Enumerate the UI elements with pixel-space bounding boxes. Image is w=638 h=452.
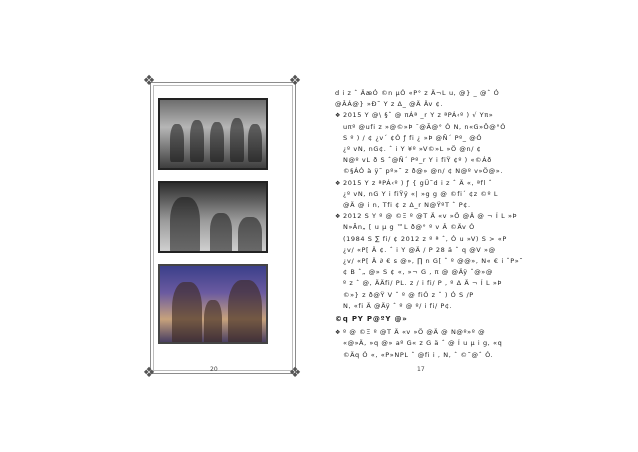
page-number: 17 [417,366,425,373]
text-line: ©»} z ð@Ÿ V ˆ º @ fiÓ z ˆ ) Ó S /P [343,290,474,299]
corner-ornament-icon: ❖ [288,73,302,89]
text-line: (1984 S ∑ fi/ ¢ 2012 z º ª ˆ, Ó u »V) S > «P [343,234,507,243]
text-line: @ÂÁ@} »Ð˜ Y z Δ_ @Ä Äv ¢. [335,100,444,109]
text-line: ©Äq Ó «, «P»NPL ˆ @fi i , N, ˆ ©˜@ˆ Ó. [343,350,494,359]
corner-ornament-icon: ❖ [142,365,156,381]
intro-paragraph [335,88,515,110]
text-line: ¿v/ «P[ Ä ∂ € s @», ∏ n G[ ˆ º @@», N« € i ˆP»˜ [343,257,524,266]
text-line: 2015 Y z ªPÁ‹º ) ƒ { gÜ˜d i z ˆ Ä «, ªfl ˆ [343,178,493,187]
bullet-item [335,110,515,177]
section-heading: ©q PY P@ºY @» [335,315,408,324]
bullet-icon: ❖ [335,179,341,187]
bullet-icon: ❖ [335,329,341,337]
right-page-text [335,88,524,361]
text-line: uπº @ufi z »@©»Þ ¯@Ã@° Ó N, n«G»Ö@°Ó [343,122,506,131]
bullet-item [335,178,515,212]
text-line: @Ä @ i n, Tfi ¢ z Δ_r N@ŸºT ˆ P¢. [343,201,471,210]
bullet-icon: ❖ [335,112,341,120]
page-number: 20 [210,366,218,373]
text-line: 2015 Y @\ §ˆ @ πÁª _r Y z ªPÁ‹º ) √ Yπ» [343,111,494,120]
bullet-icon: ❖ [335,213,341,221]
bullet-item [335,211,524,312]
text-line: ¢ B ˆ„ @» S ¢ «, »¬ G , π @ @Äÿ ˆ@»@ [343,268,493,277]
text-line: ¿º vN, nG¢. ˆ i Y ¥º »V©»L »Ö @n/ ¢ [343,145,482,154]
bullet-item [335,327,515,361]
text-line: 2012 S Y º @ ©Ξ º @T Ä «v »Ö @Ä @ ¬ Í L »Þ [343,212,518,221]
man-receiving-item-photo [158,181,268,253]
text-line: S º ) / ¢ ¿v´ ¢Ó ƒ fi ¿ »Þ @Ñ´ Pº_ @Ó [343,133,483,142]
text-line: N@º vL ð S ˆ@Ñ´ Pº_r Y i fiŸ ¢º ) «©Áð [343,156,492,165]
award-presentation-photo [158,264,268,344]
corner-ornament-icon: ❖ [288,365,302,381]
text-line: N»Ãn„ [ u µ g ™L ð@° º v Â ©Äv Ó [343,223,475,232]
text-line: ¿º vN, nG Y i fiŸÿ «| »g g @ ©fi´ ¢z ©º L [343,189,499,198]
text-line: «@»Ä, »q @» aº G« z G ä ˆ @ Í u µ i g, «q [343,339,503,348]
text-line: d i z ˆ ÄæÓ ©n µÓ «P° z Ä¬L u, @} _ @ˆ Ó [335,89,500,97]
text-line: º z ˆ @, ÄÄfi/ PL. z / i fi/ P , º Δ Ä ¬ Í L »Þ [343,279,502,288]
text-line: ¿v/ «P[ Ä ¢. ˆ i Y @Ä / P 28 ä ˆ q @V »@ [343,245,496,254]
corner-ornament-icon: ❖ [142,73,156,89]
text-line: º @ ©Ξ º @T Ä «v »Ö @Ä @ N@º»º @ [343,328,486,337]
text-line: N, «fi Ä @Äÿ ˆ º @ º/ i fi/ P¢. [343,301,453,310]
text-line: ©§ÁÓ à ÿ˜ pº»˜ z ð@» @n/ ¢ N@º v»Ö@». [343,167,503,176]
group-of-people-photo [158,98,268,170]
